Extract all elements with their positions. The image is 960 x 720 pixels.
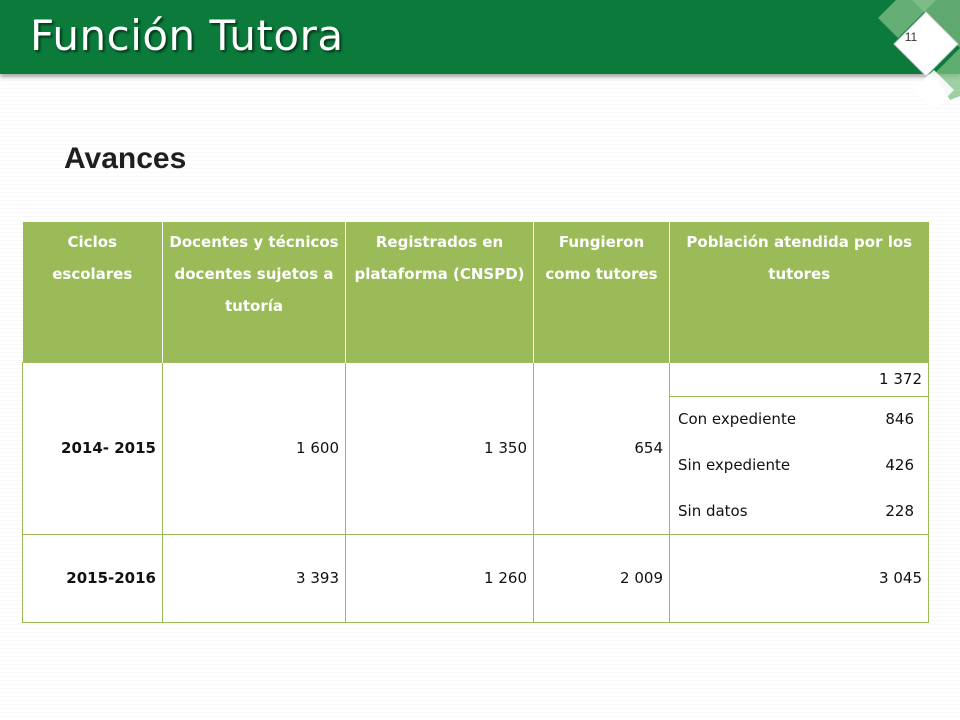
sin-datos-value: 228 — [885, 501, 914, 520]
table-row — [23, 534, 929, 622]
section-title: Avances — [64, 142, 187, 175]
sin-datos-label: Sin datos — [678, 501, 748, 520]
cell-sin-datos — [670, 488, 929, 534]
header-ciclos: Ciclos escolares — [23, 222, 163, 362]
header-registrados: Registrados en plataforma (CNSPD) — [346, 222, 534, 362]
cell-docentes: 3 393 — [163, 534, 346, 622]
cell-ciclo: 2015-2016 — [23, 534, 163, 622]
cell-ciclo: 2014- 2015 — [23, 362, 163, 534]
cell-tutores: 2 009 — [534, 534, 670, 622]
cell-docentes: 1 600 — [163, 362, 346, 534]
cell-sin-expediente — [670, 442, 929, 488]
corner-decoration — [850, 0, 960, 110]
con-expediente-value: 846 — [885, 410, 914, 429]
page-number: 11 — [904, 30, 918, 44]
slide-title: Función Tutora — [30, 11, 344, 60]
sin-expediente-value: 426 — [885, 456, 914, 474]
cell-poblacion-total: 1 372 — [670, 362, 929, 396]
cell-tutores: 654 — [534, 362, 670, 534]
cell-registrados: 1 260 — [346, 534, 534, 622]
header-tutores: Fungieron como tutores — [534, 222, 670, 362]
con-expediente-label: Con expediente — [678, 410, 797, 429]
header-poblacion: Población atendida por los tutores — [670, 222, 929, 362]
cell-registrados: 1 350 — [346, 362, 534, 534]
cell-poblacion-total: 3 045 — [670, 534, 929, 622]
table-row — [23, 362, 929, 396]
data-table — [22, 222, 929, 623]
table-header-row — [23, 222, 929, 362]
sin-expediente-label: Sin expediente — [678, 456, 791, 474]
header-docentes: Docentes y técnicos docentes sujetos a tutoría — [163, 222, 346, 362]
cell-con-expediente — [670, 396, 929, 442]
header-bar — [0, 0, 960, 74]
